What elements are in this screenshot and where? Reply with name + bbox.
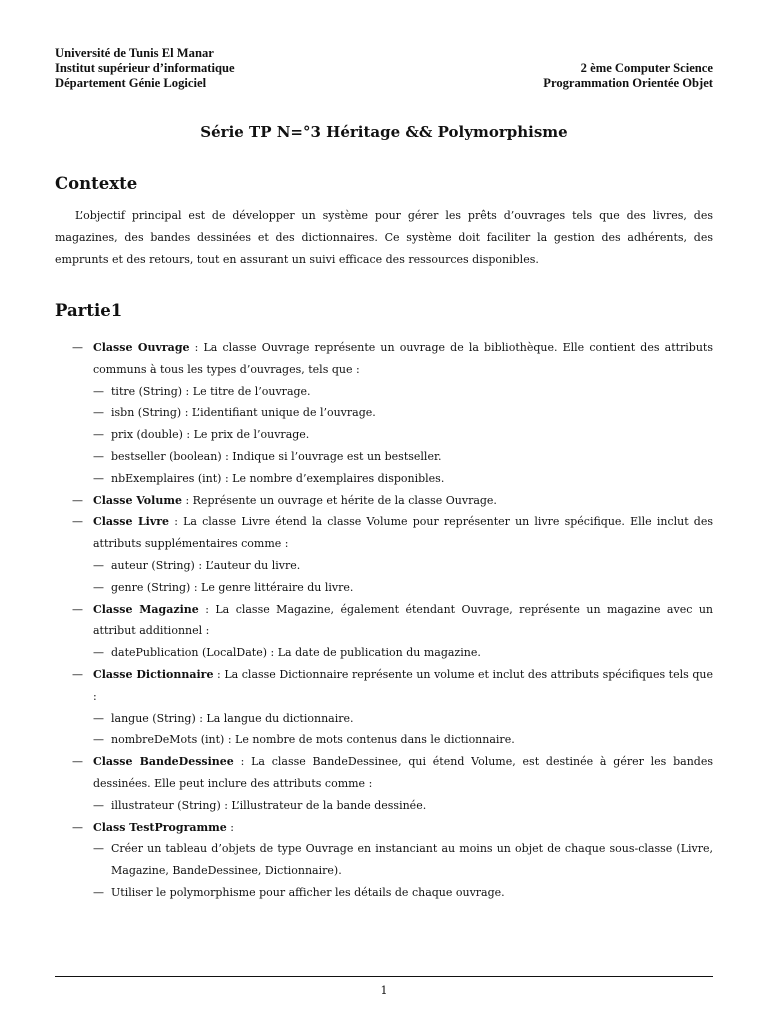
attribute-item bbox=[93, 729, 713, 751]
class-description: : Représente un ouvrage et hérite de la classe Ouvrage. bbox=[181, 493, 497, 507]
list-item bbox=[55, 664, 713, 751]
course-name: Programmation Orientée Objet bbox=[543, 76, 713, 90]
page-number: 1 bbox=[380, 984, 388, 997]
institution-block bbox=[55, 46, 235, 91]
attribute-list bbox=[93, 555, 713, 599]
class-level: 2 ème Computer Science bbox=[580, 61, 713, 75]
class-name: Classe Volume bbox=[93, 493, 182, 507]
footer-rule bbox=[55, 976, 713, 977]
class-name: Class TestProgramme bbox=[93, 820, 227, 834]
dash-bullet: — bbox=[93, 798, 104, 812]
class-name: Classe Livre bbox=[93, 515, 170, 529]
contexte-paragraph: L’objectif principal est de développer un système pour gérer les prêts d’ouvrages tels que des livres, des magazines, des bandes dessinées et des dictionnaires. Ce système doit faciliter la gestion des adhérents, des emprunts et des retours, tout en assurant un suivi efficace des ressources disponibles. bbox=[55, 209, 713, 266]
attribute-text: nombreDeMots (int) : Le nombre de mots contenus dans le dictionnaire. bbox=[111, 733, 515, 747]
dash-bullet: — bbox=[93, 733, 104, 747]
dash-bullet: — bbox=[93, 646, 104, 660]
university-name: Université de Tunis El Manar bbox=[55, 46, 214, 60]
class-description: : La classe BandeDessinee, qui étend Volume, est destinée à gérer les bandes dessinées. Elle peut inclure des attributs comme : bbox=[93, 755, 713, 790]
attribute-text: isbn (String) : L’identifiant unique de l’ouvrage. bbox=[111, 406, 376, 420]
dash-bullet: — bbox=[72, 602, 83, 616]
dash-bullet: — bbox=[72, 820, 83, 834]
department-name: Département Génie Logiciel bbox=[55, 76, 207, 90]
class-description: : La classe Dictionnaire représente un volume et inclut des attributs spécifiques tels que : bbox=[93, 667, 713, 703]
page-header bbox=[55, 46, 713, 91]
attribute-text: Utiliser le polymorphisme pour afficher les détails de chaque ouvrage. bbox=[111, 885, 505, 899]
class-list bbox=[55, 337, 713, 904]
attribute-item bbox=[93, 795, 713, 817]
attribute-text: genre (String) : Le genre littéraire du livre. bbox=[111, 580, 354, 594]
attribute-list bbox=[93, 795, 713, 817]
class-description: : La classe Ouvrage représente un ouvrage de la bibliothèque. Elle contient des attributs communs à tous les types d’ouvrages, tels que : bbox=[93, 341, 713, 376]
attribute-item bbox=[93, 838, 713, 882]
dash-bullet: — bbox=[93, 449, 104, 463]
dash-bullet: — bbox=[93, 580, 104, 594]
class-description: : La classe Livre étend la classe Volume pour représenter un livre spécifique. Elle inclut des attributs supplémentaires comme : bbox=[93, 515, 713, 551]
attribute-text: nbExemplaires (int) : Le nombre d’exemplaires disponibles. bbox=[111, 471, 445, 485]
attribute-item bbox=[93, 882, 713, 904]
course-block bbox=[543, 46, 713, 91]
class-name: Classe Ouvrage bbox=[93, 341, 190, 354]
institute-name: Institut supérieur d’informatique bbox=[55, 61, 235, 75]
document-title: Série TP N=°3 Héritage && Polymorphisme bbox=[200, 123, 568, 141]
class-description: : bbox=[226, 820, 234, 834]
dash-bullet: — bbox=[93, 711, 104, 725]
attribute-item bbox=[93, 402, 713, 424]
class-name: Classe Dictionnaire bbox=[93, 667, 214, 681]
dash-bullet: — bbox=[93, 885, 104, 899]
dash-bullet: — bbox=[72, 493, 83, 507]
class-name: Classe Magazine bbox=[93, 602, 199, 616]
list-item bbox=[55, 490, 713, 512]
attribute-item bbox=[93, 708, 713, 730]
dash-bullet: — bbox=[72, 667, 83, 681]
list-item bbox=[55, 817, 713, 904]
attribute-list bbox=[93, 708, 713, 752]
attribute-text: bestseller (boolean) : Indique si l’ouvrage est un bestseller. bbox=[111, 449, 442, 463]
dash-bullet: — bbox=[72, 341, 83, 354]
attribute-item bbox=[93, 468, 713, 490]
dash-bullet: — bbox=[93, 842, 104, 856]
attribute-list bbox=[93, 642, 713, 664]
dash-bullet: — bbox=[93, 406, 104, 420]
attribute-item bbox=[93, 577, 713, 599]
attribute-text: langue (String) : La langue du dictionnaire. bbox=[111, 711, 354, 725]
dash-bullet: — bbox=[93, 558, 104, 572]
section-heading-contexte: Contexte bbox=[55, 174, 138, 193]
attribute-item bbox=[93, 446, 713, 468]
dash-bullet: — bbox=[93, 471, 104, 485]
attribute-text: Créer un tableau d’objets de type Ouvrage en instanciant au moins un objet de chaque sous-classe (Livre, Magazine, BandeDessinee, Dictionnaire). bbox=[111, 842, 713, 878]
attribute-item bbox=[93, 424, 713, 446]
attribute-text: prix (double) : Le prix de l’ouvrage. bbox=[111, 428, 310, 442]
attribute-item bbox=[93, 381, 713, 403]
list-item bbox=[55, 751, 713, 816]
attribute-text: auteur (String) : L’auteur du livre. bbox=[111, 558, 301, 572]
list-item bbox=[55, 337, 713, 490]
list-item bbox=[55, 511, 713, 598]
class-description: : La classe Magazine, également étendant Ouvrage, représente un magazine avec un attribut additionnel : bbox=[93, 602, 713, 638]
attribute-list bbox=[93, 381, 713, 490]
attribute-text: datePublication (LocalDate) : La date de publication du magazine. bbox=[111, 646, 481, 660]
attribute-item bbox=[93, 642, 713, 664]
section-heading-partie1: Partie1 bbox=[55, 301, 123, 320]
list-item bbox=[55, 599, 713, 664]
dash-bullet: — bbox=[72, 515, 83, 529]
attribute-text: titre (String) : Le titre de l’ouvrage. bbox=[111, 384, 311, 398]
class-name: Classe BandeDessinee bbox=[93, 755, 234, 769]
dash-bullet: — bbox=[93, 428, 104, 442]
attribute-list bbox=[93, 838, 713, 903]
attribute-item bbox=[93, 555, 713, 577]
dash-bullet: — bbox=[72, 755, 83, 769]
attribute-text: illustrateur (String) : L’illustrateur de la bande dessinée. bbox=[111, 798, 427, 812]
dash-bullet: — bbox=[93, 384, 104, 398]
document-page bbox=[55, 46, 713, 904]
